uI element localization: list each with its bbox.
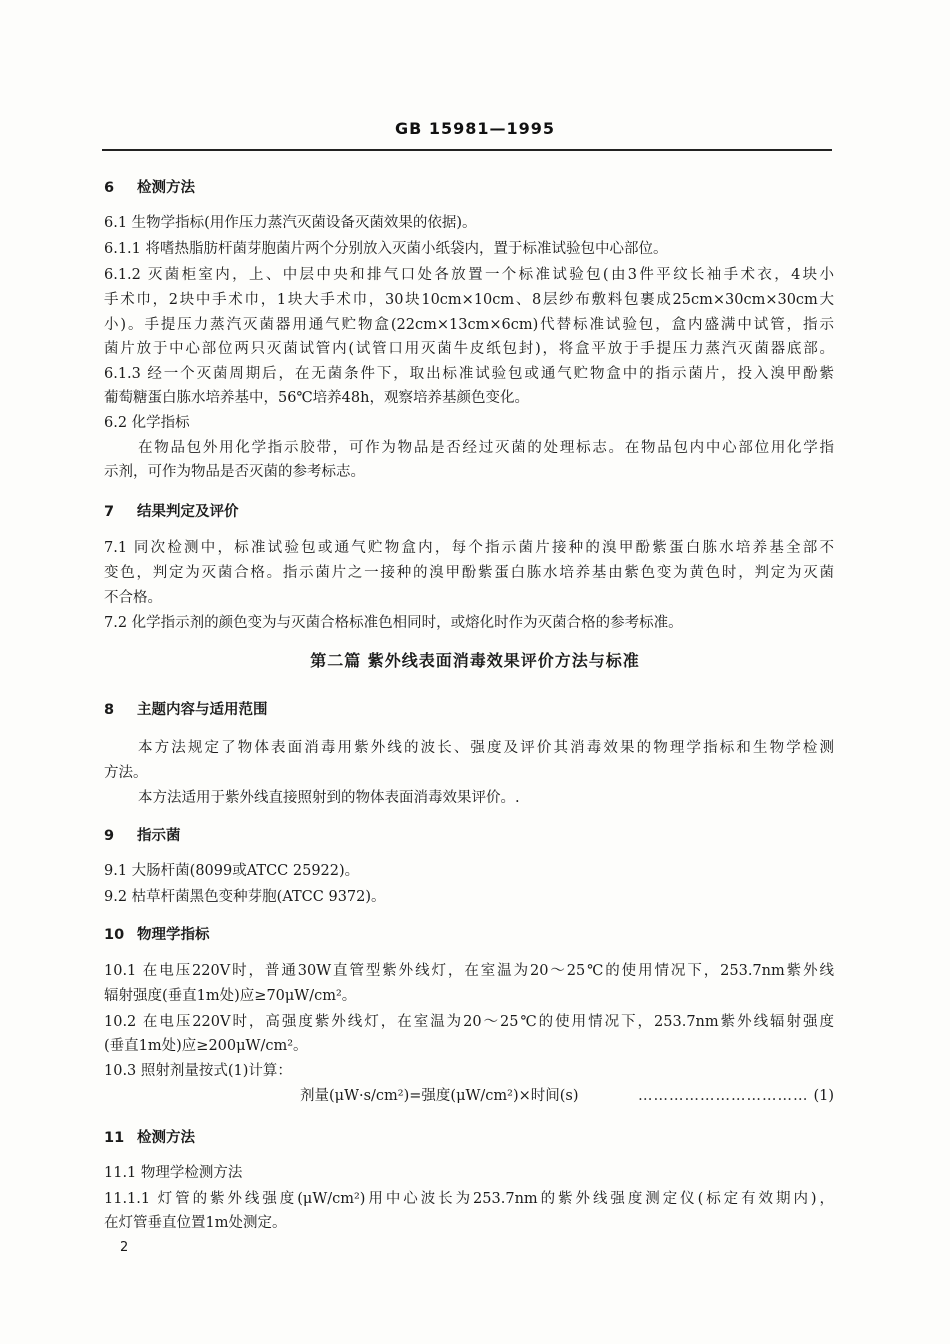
section-8-heading: 8 主题内容与适用范围 [104,702,268,718]
clause-10-3: 10.3 照射剂量按式(1)计算： [104,1063,292,1079]
clause-11-1: 11.1 物理学检测方法 [104,1165,243,1181]
section-8-para-line1: 本方法规定了物体表面消毒用紫外线的波长、强度及评价其消毒效果的物理学指标和生物学检测 [138,740,834,756]
clause-6-1-1: 6.1.1 将嗜热脂肪杆菌芽胞菌片两个分别放入灭菌小纸袋内，置于标准试验包中心部位。 [104,241,668,257]
clause-7-1-line2: 变色，判定为灭菌合格。指示菌片之一接种的溴甲酚紫蛋白胨水培养基由紫色变为黄色时，判定为灭菌 [104,565,834,581]
formula-leader-dots: …………………………… [638,1088,809,1104]
clause-6-1-2-line2: 手术巾，2块中手术巾，1块大手术巾，30块10cm×10cm、8层纱布敷料包裹成25cm×30cm×30cm大 [104,292,834,308]
clause-9-1: 9.1 大肠杆菌(8099或ATCC 25922)。 [104,863,360,879]
section-11-heading: 11 检测方法 [104,1130,195,1146]
clause-7-2: 7.2 化学指示剂的颜色变为与灭菌合格标准色相同时，或熔化时作为灭菌合格的参考标准。 [104,615,683,631]
clause-6-1-3-line2: 葡萄糖蛋白胨水培养基中，56℃培养48h，观察培养基颜色变化。 [104,390,529,406]
clause-10-2-line1: 10.2 在电压220V时，高强度紫外线灯，在室温为20～25℃的使用情况下，253.7nm紫外线辐射强度 [104,1014,834,1030]
clause-6-2-para-line2: 示剂，可作为物品是否灭菌的参考标志。 [104,464,365,480]
clause-10-2-line2: (垂直1m处)应≥200μW/cm²。 [104,1038,308,1054]
clause-6-1-3-line1: 6.1.3 经一个灭菌周期后，在无菌条件下，取出标准试验包或通气贮物盒中的指示菌片，投入溴甲酚紫 [104,366,834,382]
clause-9-2: 9.2 枯草杆菌黑色变种芽胞(ATCC 9372)。 [104,889,386,905]
section-8-para2: 本方法适用于紫外线直接照射到的物体表面消毒效果评价。. [138,790,520,806]
clause-6-1-2-line1: 6.1.2 灭菌柜室内，上、中层中央和排气口处各放置一个标准试验包(由3件平纹长袖手术衣，4块小 [104,267,834,283]
clause-7-1-line3: 不合格。 [104,590,162,606]
clause-6-2-para-line1: 在物品包外用化学指示胶带，可作为物品是否经过灭菌的处理标志。在物品包内中心部位用化学指 [138,440,834,456]
formula-1 [300,1086,834,1106]
page-number: 2 [120,1240,129,1255]
section-6-heading: 6 检测方法 [104,180,195,196]
formula-number: (1) [813,1088,834,1104]
section-10-heading: 10 物理学指标 [104,927,210,943]
clause-11-1-1-line1: 11.1.1 灯管的紫外线强度(μW/cm²)用中心波长为253.7nm的紫外线强度测定仪(标定有效期内)， [104,1191,834,1207]
clause-6-2: 6.2 化学指标 [104,415,190,431]
header-rule [102,149,832,151]
clause-6-1-2-line3: 小)。手提压力蒸汽灭菌器用通气贮物盒(22cm×13cm×6cm)代替标准试验包，盒内盛满中试管，指示 [104,317,834,333]
clause-10-1-line2: 辐射强度(垂直1m处)应≥70μW/cm²。 [104,988,357,1004]
formula-expression: 剂量(μW·s/cm²)=强度(μW/cm²)×时间(s) [300,1088,579,1104]
clause-10-1-line1: 10.1 在电压220V时，普通30W直管型紫外线灯，在室温为20～25℃的使用情况下，253.7nm紫外线 [104,963,834,979]
clause-7-1-line1: 7.1 同次检测中，标准试验包或通气贮物盒内，每个指示菌片接种的溴甲酚紫蛋白胨水培养基全部不 [104,540,834,556]
section-9-heading: 9 指示菌 [104,828,181,844]
part-2-title: 第二篇 紫外线表面消毒效果评价方法与标准 [310,651,640,670]
clause-6-1: 6.1 生物学指标(用作压力蒸汽灭菌设备灭菌效果的依据)。 [104,215,477,231]
clause-6-1-2-line4: 菌片放于中心部位两只灭菌试管内(试管口用灭菌牛皮纸包封)，将盒平放于手提压力蒸汽灭菌器底部。 [104,341,834,357]
section-8-para-line2: 方法。 [104,765,148,781]
clause-11-1-1-line2: 在灯管垂直位置1m处测定。 [104,1215,287,1231]
standard-header: GB 15981—1995 [394,119,556,138]
section-7-heading: 7 结果判定及评价 [104,504,239,520]
